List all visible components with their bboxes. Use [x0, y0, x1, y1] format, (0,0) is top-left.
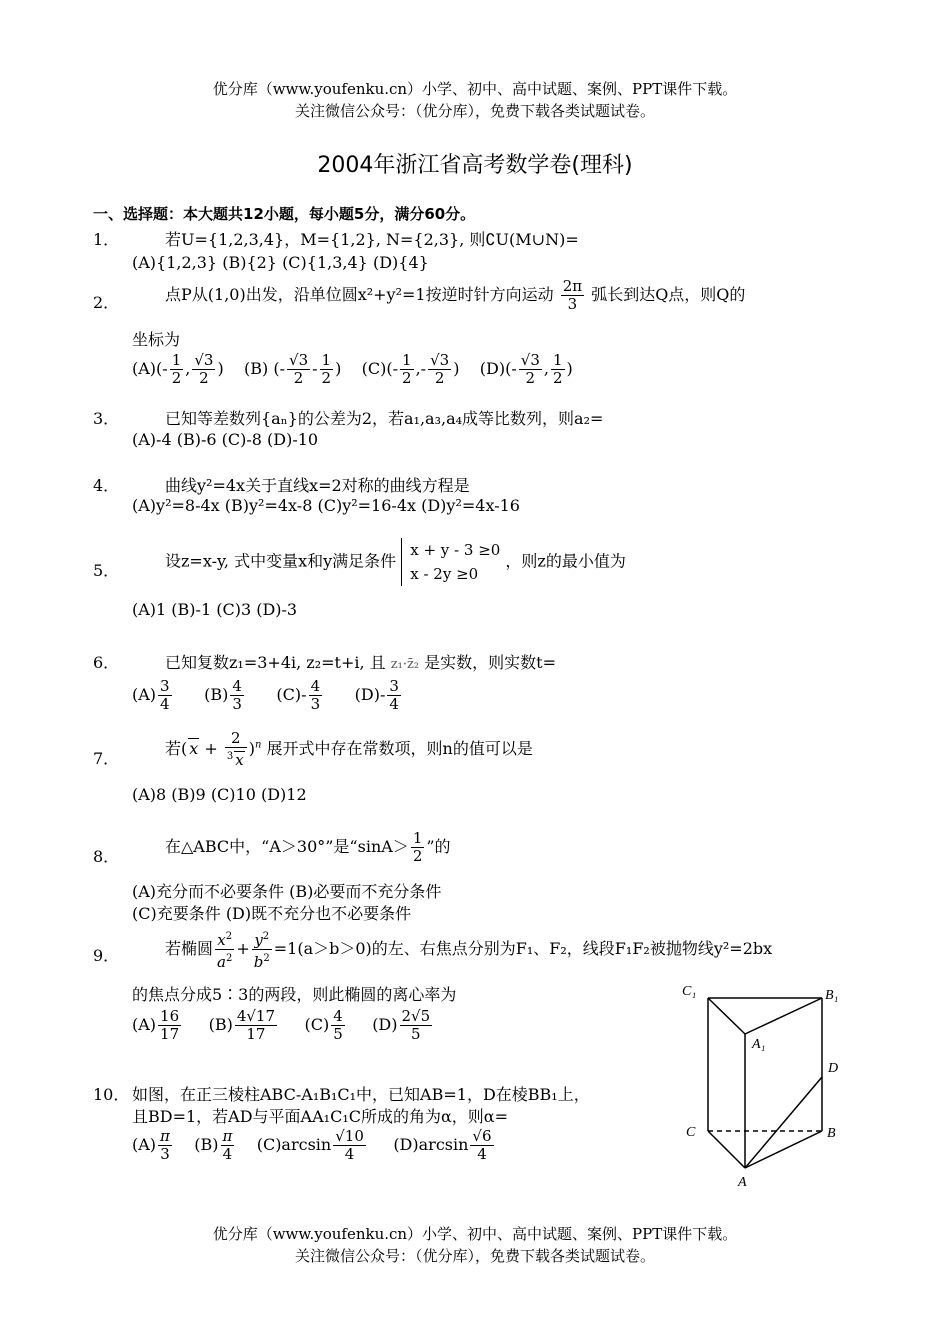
q7-stem: 若( x + $\frac{2}{^3 x}$ )$^n$ 展开式中存在常数项，则n的值可以是	[165, 729, 533, 769]
q6-stem: 已知复数z₁=3+4i, z₂=t+i, 且 z₁·z̄₂ 是实数，则实数t=	[165, 653, 556, 672]
q8-options-1: (A)充分而不必要条件 (B)必要而不充分条件	[132, 882, 442, 901]
q1-number: 1．	[93, 230, 120, 249]
q7-number: 7．	[93, 749, 120, 768]
q2-options: (A)(- $\frac{1}{2}$ , $\frac{√3}{2}$ ) (B) (- $\frac{√3}{2}$ - $\frac{1}{2}$ ) (C)(- $\frac{1}{2}$ ,- $\frac{√3}{2}$ ) (D)(- $\frac{√3}{2}$ , $\frac{1}{2}$ )	[132, 351, 573, 387]
label-b: B	[827, 1126, 836, 1141]
edge-c1a1	[708, 998, 745, 1034]
q8-stem: 在△ABC中，“A＞30°”是“sinA＞ $\frac{1}{2}$ ”的	[165, 829, 451, 865]
header-line-2: 关注微信公众号：（优分库），免费下载各类试题试卷。	[294, 102, 655, 120]
label-a: A	[738, 1175, 747, 1190]
q9-options: (A) $\frac{16}{17}$ (B) $\frac{4√17}{17}$ (C) $\frac{4}{5}$ (D) $\frac{2√5}{5}$	[132, 1007, 431, 1043]
section-heading: 一、选择题：本大题共12小题，每小题5分，满分60分。	[93, 205, 476, 223]
header-line-1: 优分库（www.youfenku.cn）小学、初中、高中试题、案例、PPT课件下载。	[212, 80, 738, 98]
q9-number: 9．	[93, 946, 120, 965]
q7-options: (A)8 (B)9 (C)10 (D)12	[132, 785, 307, 804]
footer-line-1: 优分库（www.youfenku.cn）小学、初中、高中试题、案例、PPT课件下载。	[212, 1225, 738, 1243]
q5-constraint-system: x + y - 3 ≥0 x - 2y ≥0	[401, 538, 500, 586]
q9-stem-c: 的焦点分成5∶3的两段，则此椭圆的离心率为	[132, 985, 457, 1004]
page-title: 2004年浙江省高考数学卷(理科)	[317, 153, 633, 178]
q6-number: 6．	[93, 653, 120, 672]
q2-arc-fraction: $\frac{2\pi}{3}$	[562, 277, 583, 313]
q3-number: 3．	[93, 409, 120, 428]
label-a1: A₁	[752, 1037, 766, 1052]
q3-stem: 已知等差数列{aₙ}的公差为2，若a₁,a₃,a₄成等比数列，则a₂=	[165, 409, 604, 428]
edge-ab	[745, 1131, 822, 1168]
prism-figure	[670, 975, 860, 1195]
label-c: C	[686, 1125, 696, 1140]
label-b1: B₁	[825, 988, 839, 1003]
q5-number: 5．	[93, 561, 120, 580]
q6-options: (A) $\frac{3}{4}$ (B) $\frac{4}{3}$ (C)- $\frac{4}{3}$ (D)- $\frac{3}{4}$	[132, 677, 399, 713]
q1-options: (A){1,2,3} (B){2} (C){1,3,4} (D){4}	[132, 253, 429, 272]
edge-ca	[708, 1131, 745, 1168]
footer-line-2: 关注微信公众号：（优分库），免费下载各类试题试卷。	[294, 1247, 655, 1265]
q10-stem-b: 且BD=1，若AD与平面AA₁C₁C所成的角为α，则α=	[132, 1107, 508, 1126]
q10-options: (A) $\frac{\pi}{3}$ (B) $\frac{\pi}{4}$ (C)arcsin $\frac{√10}{4}$ (D)arcsin $\frac{√6}{4}$	[132, 1127, 492, 1163]
q4-number: 4．	[93, 476, 120, 495]
segment-ad	[745, 1077, 822, 1168]
label-d: D	[828, 1061, 839, 1076]
q2-number: 2．	[93, 293, 120, 312]
q9-stem: 若椭圆 $\frac{x^2}{a^2}$ + $\frac{y^2}{b^2}$ =1(a＞b＞0)的左、右焦点分别为F₁、F₂，线段F₁F₂被抛物线y²=2bx	[165, 928, 772, 971]
q2-stem-a: 点P从(1,0)出发，沿单位圆x²+y²=1按逆时针方向运动	[165, 285, 554, 304]
q10-number: 10．	[93, 1085, 130, 1104]
q1-stem: 若U={1,2,3,4}，M={1,2}, N={2,3}, 则∁U(M∪N)=	[165, 230, 579, 249]
q4-stem: 曲线y²=4x关于直线x=2对称的曲线方程是	[165, 476, 470, 495]
q3-options: (A)-4 (B)-6 (C)-8 (D)-10	[132, 430, 319, 449]
q2-stem-c: 坐标为	[132, 330, 181, 349]
q5-stem: 设z=x-y, 式中变量x和y满足条件 x + y - 3 ≥0 x - 2y ≥0 ，则z的最小值为	[165, 538, 626, 586]
q5-options: (A)1 (B)-1 (C)3 (D)-3	[132, 600, 298, 619]
q2-stem	[165, 278, 745, 313]
q2-stem-b: 弧长到达Q点，则Q的	[591, 285, 746, 304]
q10-stem-a: 如图，在正三棱柱ABC-A₁B₁C₁中，已知AB=1，D在棱BB₁上，	[132, 1085, 590, 1104]
edge-b1a1	[745, 998, 822, 1034]
q8-options-2: (C)充要条件 (D)既不充分也不必要条件	[132, 904, 412, 923]
label-c1: C₁	[682, 984, 697, 999]
q4-options: (A)y²=8-4x (B)y²=4x-8 (C)y²=16-4x (D)y²=4x-16	[132, 496, 520, 515]
q8-number: 8．	[93, 847, 120, 866]
